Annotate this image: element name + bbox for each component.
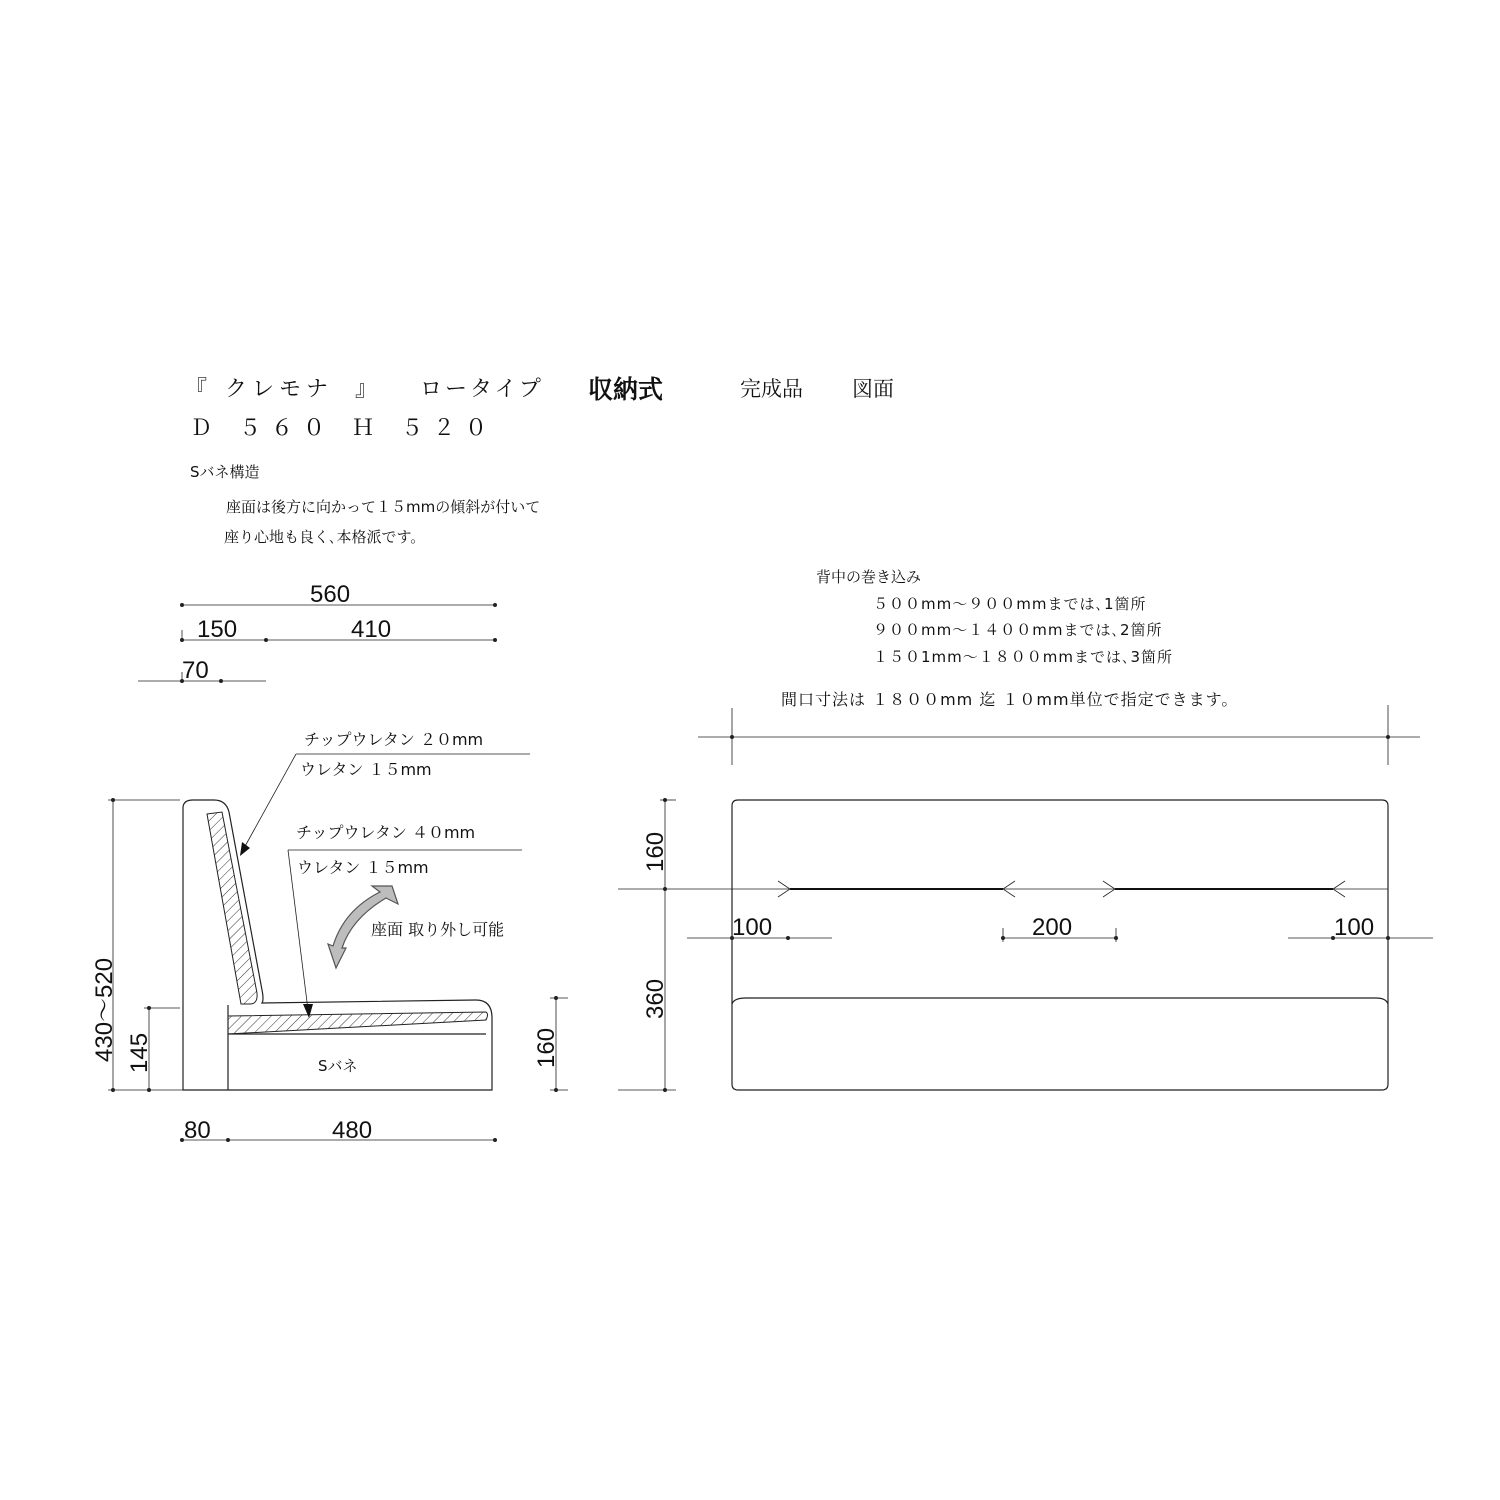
dim-seat-thickness: 160: [533, 1027, 560, 1068]
note-line-2: 座り心地も良く､本格派です。: [224, 528, 426, 546]
structure-label: Sバネ構造: [190, 463, 260, 481]
front-spacing-dimensions: [687, 914, 1433, 942]
side-bottom-dimensions: [180, 1117, 497, 1144]
back-layer-1: チップウレタン ２０mm: [304, 730, 484, 749]
width-note: 間口寸法は １８００mm 迄 １０mm単位で指定できます。: [781, 690, 1239, 709]
seat-layer-2: ウレタン １５mm: [297, 858, 429, 877]
dim-seat-top: 410: [351, 616, 392, 643]
finished-label: 完成品: [740, 377, 803, 401]
dim-left: 100: [732, 914, 773, 941]
storage-label: 収納式: [588, 375, 664, 404]
tuck-title: 背中の巻き込み: [816, 568, 922, 586]
removable-label: 座面 取り外し可能: [371, 920, 505, 939]
backrest-front: [732, 800, 1388, 1090]
drawing-label: 図面: [852, 377, 894, 401]
seat-front: [732, 998, 1388, 1004]
front-view-outline: [618, 800, 1388, 1090]
spring-label: Sバネ: [318, 1057, 358, 1075]
title-block: [185, 375, 894, 441]
dim-bottom: 360: [642, 978, 669, 1019]
dim-base-seat: 480: [332, 1117, 373, 1144]
dim-base-back: 80: [184, 1117, 211, 1144]
back-cushion-hatch: [207, 812, 257, 1004]
dim-offset: 70: [182, 657, 209, 684]
dim-total-depth: 560: [310, 581, 351, 608]
product-name: クレモナ: [225, 377, 334, 402]
description-notes: [190, 463, 540, 546]
seat-cushion-hatch: [228, 1012, 488, 1034]
seat-layer-1: チップウレタン ４０mm: [296, 823, 476, 842]
tuck-rule-1: ５００mm～９００mmまでは､1箇所: [873, 595, 1147, 613]
dim-top: 160: [642, 831, 669, 872]
dim-seat-height: 145: [126, 1032, 153, 1073]
dim-back: 150: [197, 616, 238, 643]
tuck-notes: [781, 568, 1238, 709]
dim-height: 430～520: [91, 957, 118, 1062]
title-bracket-open: 『: [185, 377, 208, 402]
front-width-dimension: [698, 705, 1420, 765]
size-line: Ｄ ５６０ Ｈ ５２０: [190, 416, 497, 441]
product-type: ロータイプ: [420, 377, 544, 402]
title-bracket-close: 』: [355, 377, 378, 402]
side-top-dimensions: [138, 581, 497, 684]
back-layer-2: ウレタン １５mm: [300, 760, 432, 779]
note-line-1: 座面は後方に向かって１５mmの傾斜が付いて: [226, 498, 541, 516]
front-vertical-dimensions: [618, 798, 676, 1092]
dim-center: 200: [1032, 914, 1073, 941]
tuck-rule-2: ９００mm～１４００mmまでは､2箇所: [873, 621, 1163, 639]
tuck-rule-3: １５０1mm～１８００mmまでは､3箇所: [873, 648, 1174, 666]
dim-right: 100: [1334, 914, 1375, 941]
